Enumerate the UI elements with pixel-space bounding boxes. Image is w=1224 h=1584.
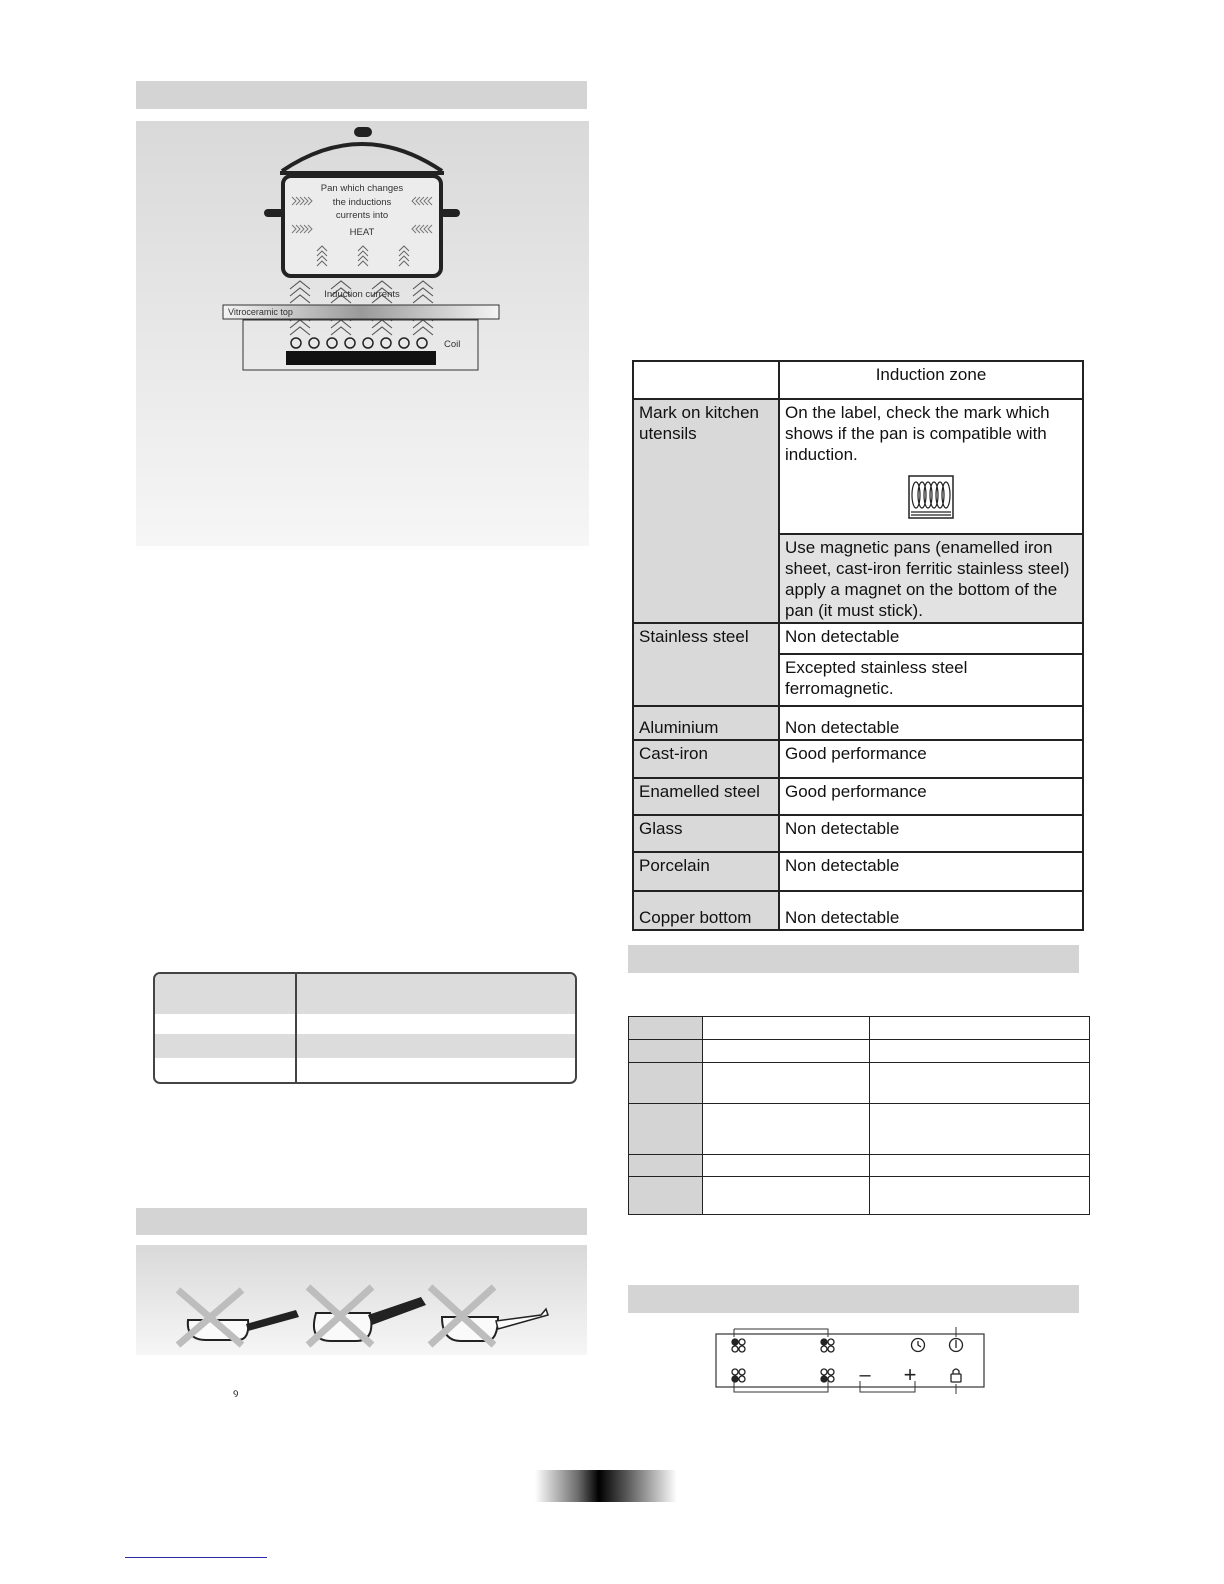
table-row	[633, 778, 1083, 815]
porcelain-label-cell: Porcelain	[633, 852, 779, 891]
induction-zone-header: Induction zone	[779, 361, 1083, 399]
section-header-bar-4	[628, 1285, 1079, 1313]
aluminium-text-cell: Non detectable	[779, 706, 1083, 740]
unsuitable-pans-illustration	[136, 1245, 587, 1355]
lid-knob	[354, 127, 372, 137]
control-panel-frame	[716, 1334, 984, 1387]
small-glyph: ꝰ	[233, 1386, 239, 1402]
page-number-tab	[535, 1470, 677, 1502]
table-row	[629, 1040, 1090, 1063]
table-corner-cell	[633, 361, 779, 399]
enamelled-text-cell: Good performance	[779, 778, 1083, 815]
empty-table-header-row	[155, 974, 575, 1014]
enamelled-label-cell: Enamelled steel	[633, 778, 779, 815]
induction-coil-mark-icon	[908, 475, 954, 519]
induction-diagram-svg	[136, 121, 589, 546]
copper-label-cell: Copper bottom	[633, 891, 779, 930]
table-row	[633, 815, 1083, 852]
vitro-label: Vitroceramic top	[228, 307, 293, 317]
table-row	[629, 1063, 1090, 1104]
glass-text-cell: Non detectable	[779, 815, 1083, 852]
minus-button: –	[859, 1364, 871, 1386]
pan-text-2: the inductions	[332, 197, 392, 208]
table-row	[633, 623, 1083, 654]
table-row	[629, 1177, 1090, 1215]
table-row	[629, 1104, 1090, 1155]
pan-1-icon	[178, 1290, 299, 1345]
aluminium-label-cell: Aluminium	[633, 706, 779, 740]
table-row	[633, 361, 1083, 399]
glass-label-cell: Glass	[633, 815, 779, 852]
pan-handle-left	[264, 209, 284, 217]
pan-lid	[282, 144, 442, 171]
castiron-text-cell: Good performance	[779, 740, 1083, 778]
empty-table-divider	[295, 974, 297, 1082]
pan-text-4: HEAT	[349, 227, 375, 238]
pan-compatibility-table	[632, 360, 1084, 931]
empty-table-shaded-row	[155, 1034, 575, 1058]
pan-3-icon	[430, 1287, 548, 1345]
coil-label: Coil	[444, 339, 461, 350]
section-header-bar-2	[136, 1208, 587, 1235]
empty-table-rounded	[153, 972, 577, 1084]
porcelain-text-cell: Non detectable	[779, 852, 1083, 891]
table-row	[629, 1155, 1090, 1177]
mark-text: On the label, check the mark which shows if the pan is compatible with induction.	[785, 403, 1050, 464]
induction-label: Induction currents	[324, 289, 400, 300]
section-header-bar-3	[628, 945, 1079, 973]
coil-icon	[291, 338, 427, 348]
induction-mark-wrap	[785, 475, 1077, 524]
mark-text-cell	[779, 399, 1083, 534]
excepted-text-cell: Excepted stainless steel ferromagnetic.	[779, 654, 1083, 706]
castiron-label-cell: Cast-iron	[633, 740, 779, 778]
induction-diagram	[136, 121, 589, 546]
empty-table-grid	[628, 1016, 1090, 1215]
table-row	[633, 852, 1083, 891]
unsuitable-pans-svg	[136, 1245, 587, 1355]
pan-handle-right	[440, 209, 460, 217]
stainless-text-cell: Non detectable	[779, 623, 1083, 654]
table-row	[633, 706, 1083, 740]
table-row	[633, 891, 1083, 930]
footer-line	[125, 1557, 267, 1558]
table-row	[629, 1017, 1090, 1040]
copper-text-cell: Non detectable	[779, 891, 1083, 930]
pan-text-3: currents into	[335, 210, 389, 221]
section-header-bar-1	[136, 81, 587, 109]
pan-2-icon	[308, 1287, 426, 1345]
magnet-text-cell: Use magnetic pans (enamelled iron sheet, cast-iron ferritic stainless steel) apply a magnet on the bottom of the pan (it must stick).	[779, 534, 1083, 623]
mark-label-cell: Mark on kitchen utensils	[633, 399, 779, 623]
coil-base	[286, 351, 436, 365]
control-panel-diagram	[712, 1325, 988, 1395]
pan-text-1: Pan which changes	[320, 183, 404, 194]
plus-button: +	[903, 1362, 917, 1387]
table-row	[633, 399, 1083, 534]
stainless-label-cell: Stainless steel	[633, 623, 779, 706]
table-row	[633, 740, 1083, 778]
